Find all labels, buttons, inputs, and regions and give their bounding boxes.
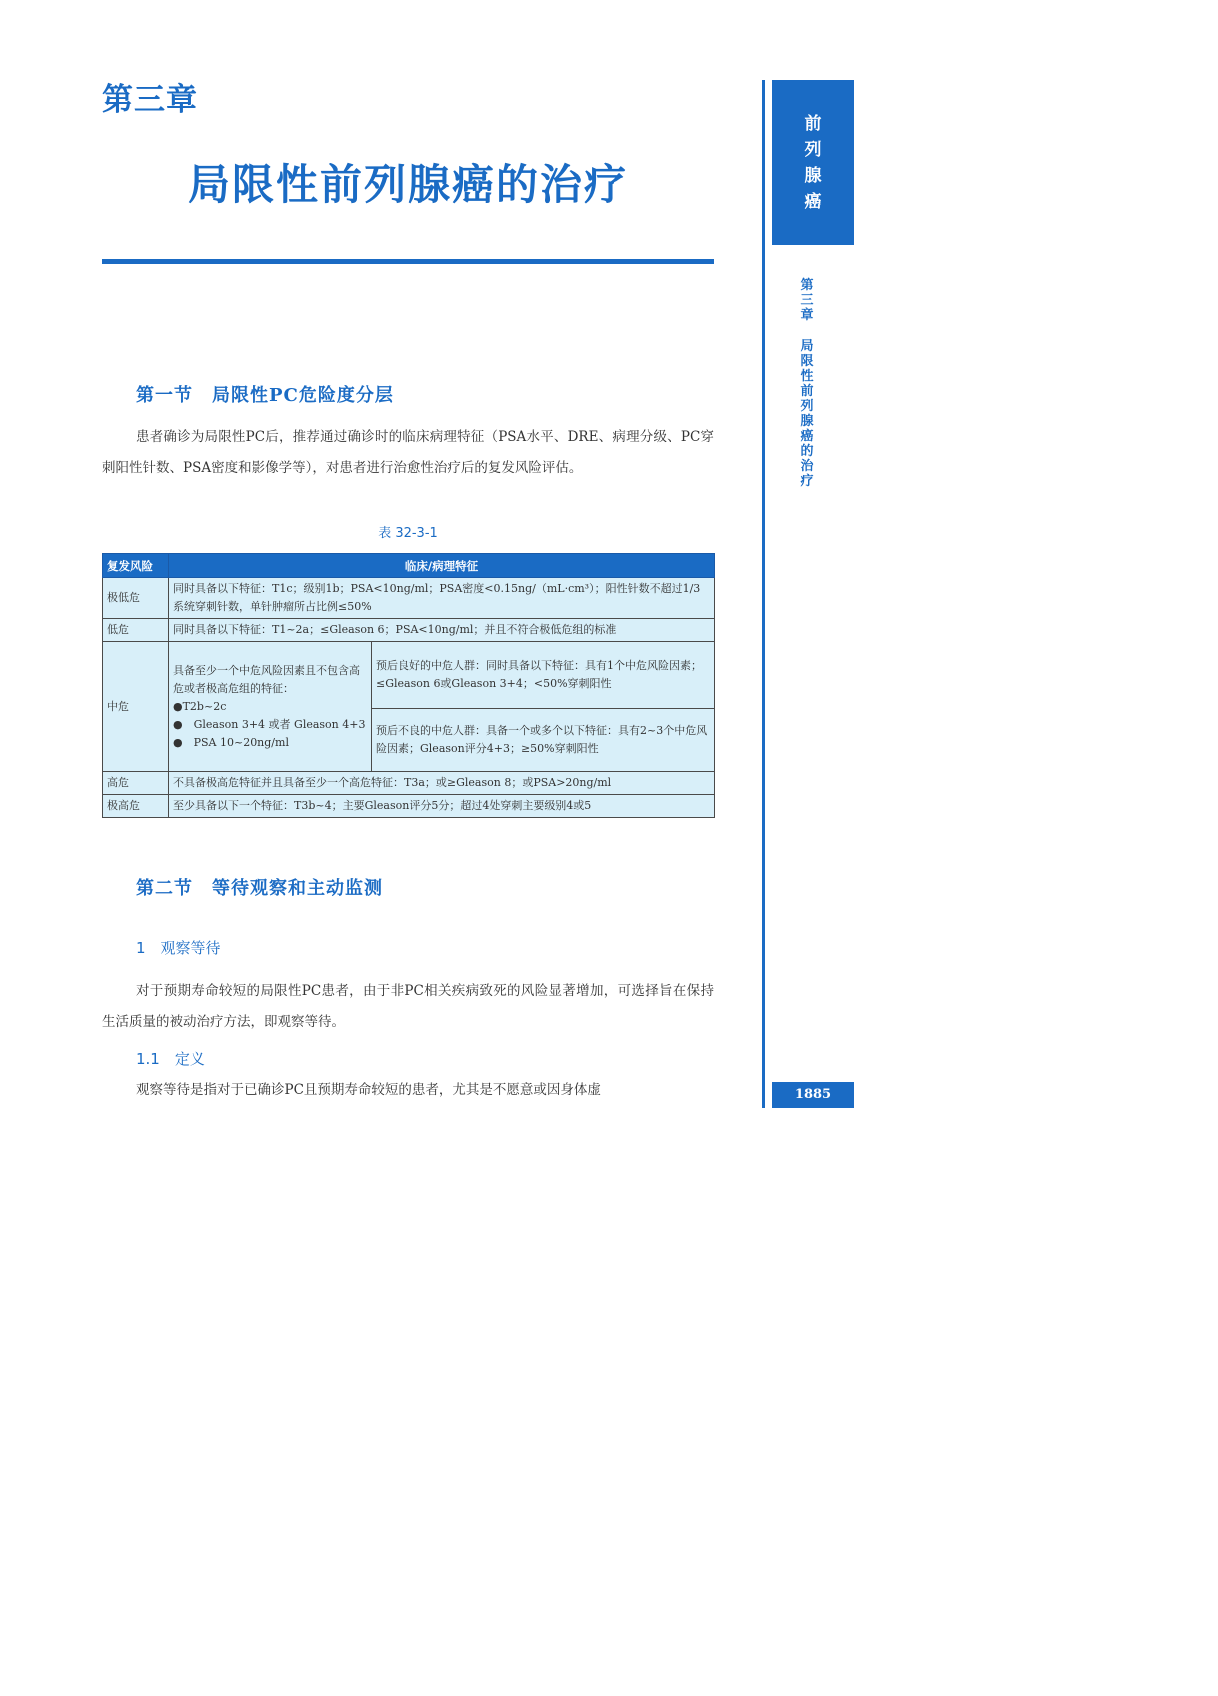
margin-rule bbox=[762, 80, 765, 1108]
paragraph: 观察等待是指对于已确诊PC且预期寿命较短的患者，尤其是不愿意或因身体虚 bbox=[136, 1082, 601, 1098]
risk-table bbox=[102, 553, 715, 818]
paragraph: 患者确诊为局限性PC后，推荐通过确诊时的临床病理特征（PSA水平、DRE、病理分级、PC穿刺阳性针数、PSA密度和影像学等），对患者进行治愈性治疗后的复发风险评估。 bbox=[102, 429, 714, 476]
table-row bbox=[103, 772, 715, 795]
feature-cell: 至少具备以下一个特征：T3b~4；主要Gleason评分5分；超过4处穿刺主要级别4或5 bbox=[169, 795, 715, 818]
criteria-bullet: ● Gleason 3+4 或者 Gleason 4+3 bbox=[173, 717, 366, 731]
table-row bbox=[103, 642, 715, 709]
table-caption: 表 32-3-1 bbox=[378, 526, 438, 541]
risk-cell: 极低危 bbox=[103, 578, 169, 619]
risk-cell: 中危 bbox=[103, 642, 169, 772]
feature-cell: 同时具备以下特征：T1c；级别1b；PSA<10ng/ml；PSA密度<0.15ng/（mL·cm³）；阳性针数不超过1/3系统穿刺针数，单针肿瘤所占比例≤50% bbox=[169, 578, 715, 619]
feature-cell: 不具备极高危特征并且具备至少一个高危特征：T3a；或≥Gleason 8；或PSA>20ng/ml bbox=[169, 772, 715, 795]
title-rule bbox=[102, 259, 714, 264]
side-tab-char: 腺 bbox=[804, 165, 822, 186]
table-row bbox=[103, 578, 715, 619]
table-header-row bbox=[103, 554, 715, 578]
table-header-cell: 临床/病理特征 bbox=[169, 554, 715, 578]
side-tab bbox=[772, 80, 854, 245]
sub-heading: 1.1 定义 bbox=[136, 1050, 205, 1068]
chapter-label: 第三章 bbox=[102, 82, 198, 118]
page-number: 1885 bbox=[772, 1082, 854, 1108]
chapter-title: 局限性前列腺癌的治疗 bbox=[187, 160, 628, 209]
criteria-bullet: ● PSA 10~20ng/ml bbox=[173, 735, 289, 749]
feature-cell: 同时具备以下特征：T1~2a；≤Gleason 6；PSA<10ng/ml；并且不符合极低危组的标准 bbox=[169, 619, 715, 642]
side-tab-char: 癌 bbox=[804, 191, 822, 212]
risk-cell: 极高危 bbox=[103, 795, 169, 818]
risk-cell: 高危 bbox=[103, 772, 169, 795]
side-tab-char: 列 bbox=[804, 139, 822, 160]
risk-cell: 低危 bbox=[103, 619, 169, 642]
side-caption-chapter: 第三章 bbox=[800, 278, 814, 323]
side-caption-title: 局限性前列腺癌的治疗 bbox=[800, 339, 814, 489]
criteria-bullet: ●T2b~2c bbox=[173, 699, 227, 713]
sub-heading: 1 观察等待 bbox=[136, 939, 221, 957]
table-header-cell: 复发风险 bbox=[103, 554, 169, 578]
side-tab-char: 前 bbox=[804, 113, 822, 134]
table-row bbox=[103, 795, 715, 818]
unfavorable-cell: 预后不良的中危人群：具备一个或多个以下特征：具有2~3个中危风险因素；Gleason评分4+3；≥50%穿刺阳性 bbox=[372, 709, 715, 772]
paragraph: 对于预期寿命较短的局限性PC患者，由于非PC相关疾病致死的风险显著增加，可选择旨在保持生活质量的被动治疗方法，即观察等待。 bbox=[102, 983, 714, 1030]
favorable-cell: 预后良好的中危人群：同时具备以下特征：具有1个中危风险因素；≤Gleason 6或Gleason 3+4；<50%穿刺阳性 bbox=[372, 642, 715, 709]
criteria-cell bbox=[169, 642, 372, 772]
section-heading: 第一节 局限性PC危险度分层 bbox=[136, 385, 394, 406]
criteria-intro: 具备至少一个中危风险因素且不包含高危或者极高危组的特征： bbox=[173, 663, 360, 695]
section-heading: 第二节 等待观察和主动监测 bbox=[136, 878, 383, 899]
side-caption bbox=[797, 278, 817, 489]
table-row bbox=[103, 619, 715, 642]
